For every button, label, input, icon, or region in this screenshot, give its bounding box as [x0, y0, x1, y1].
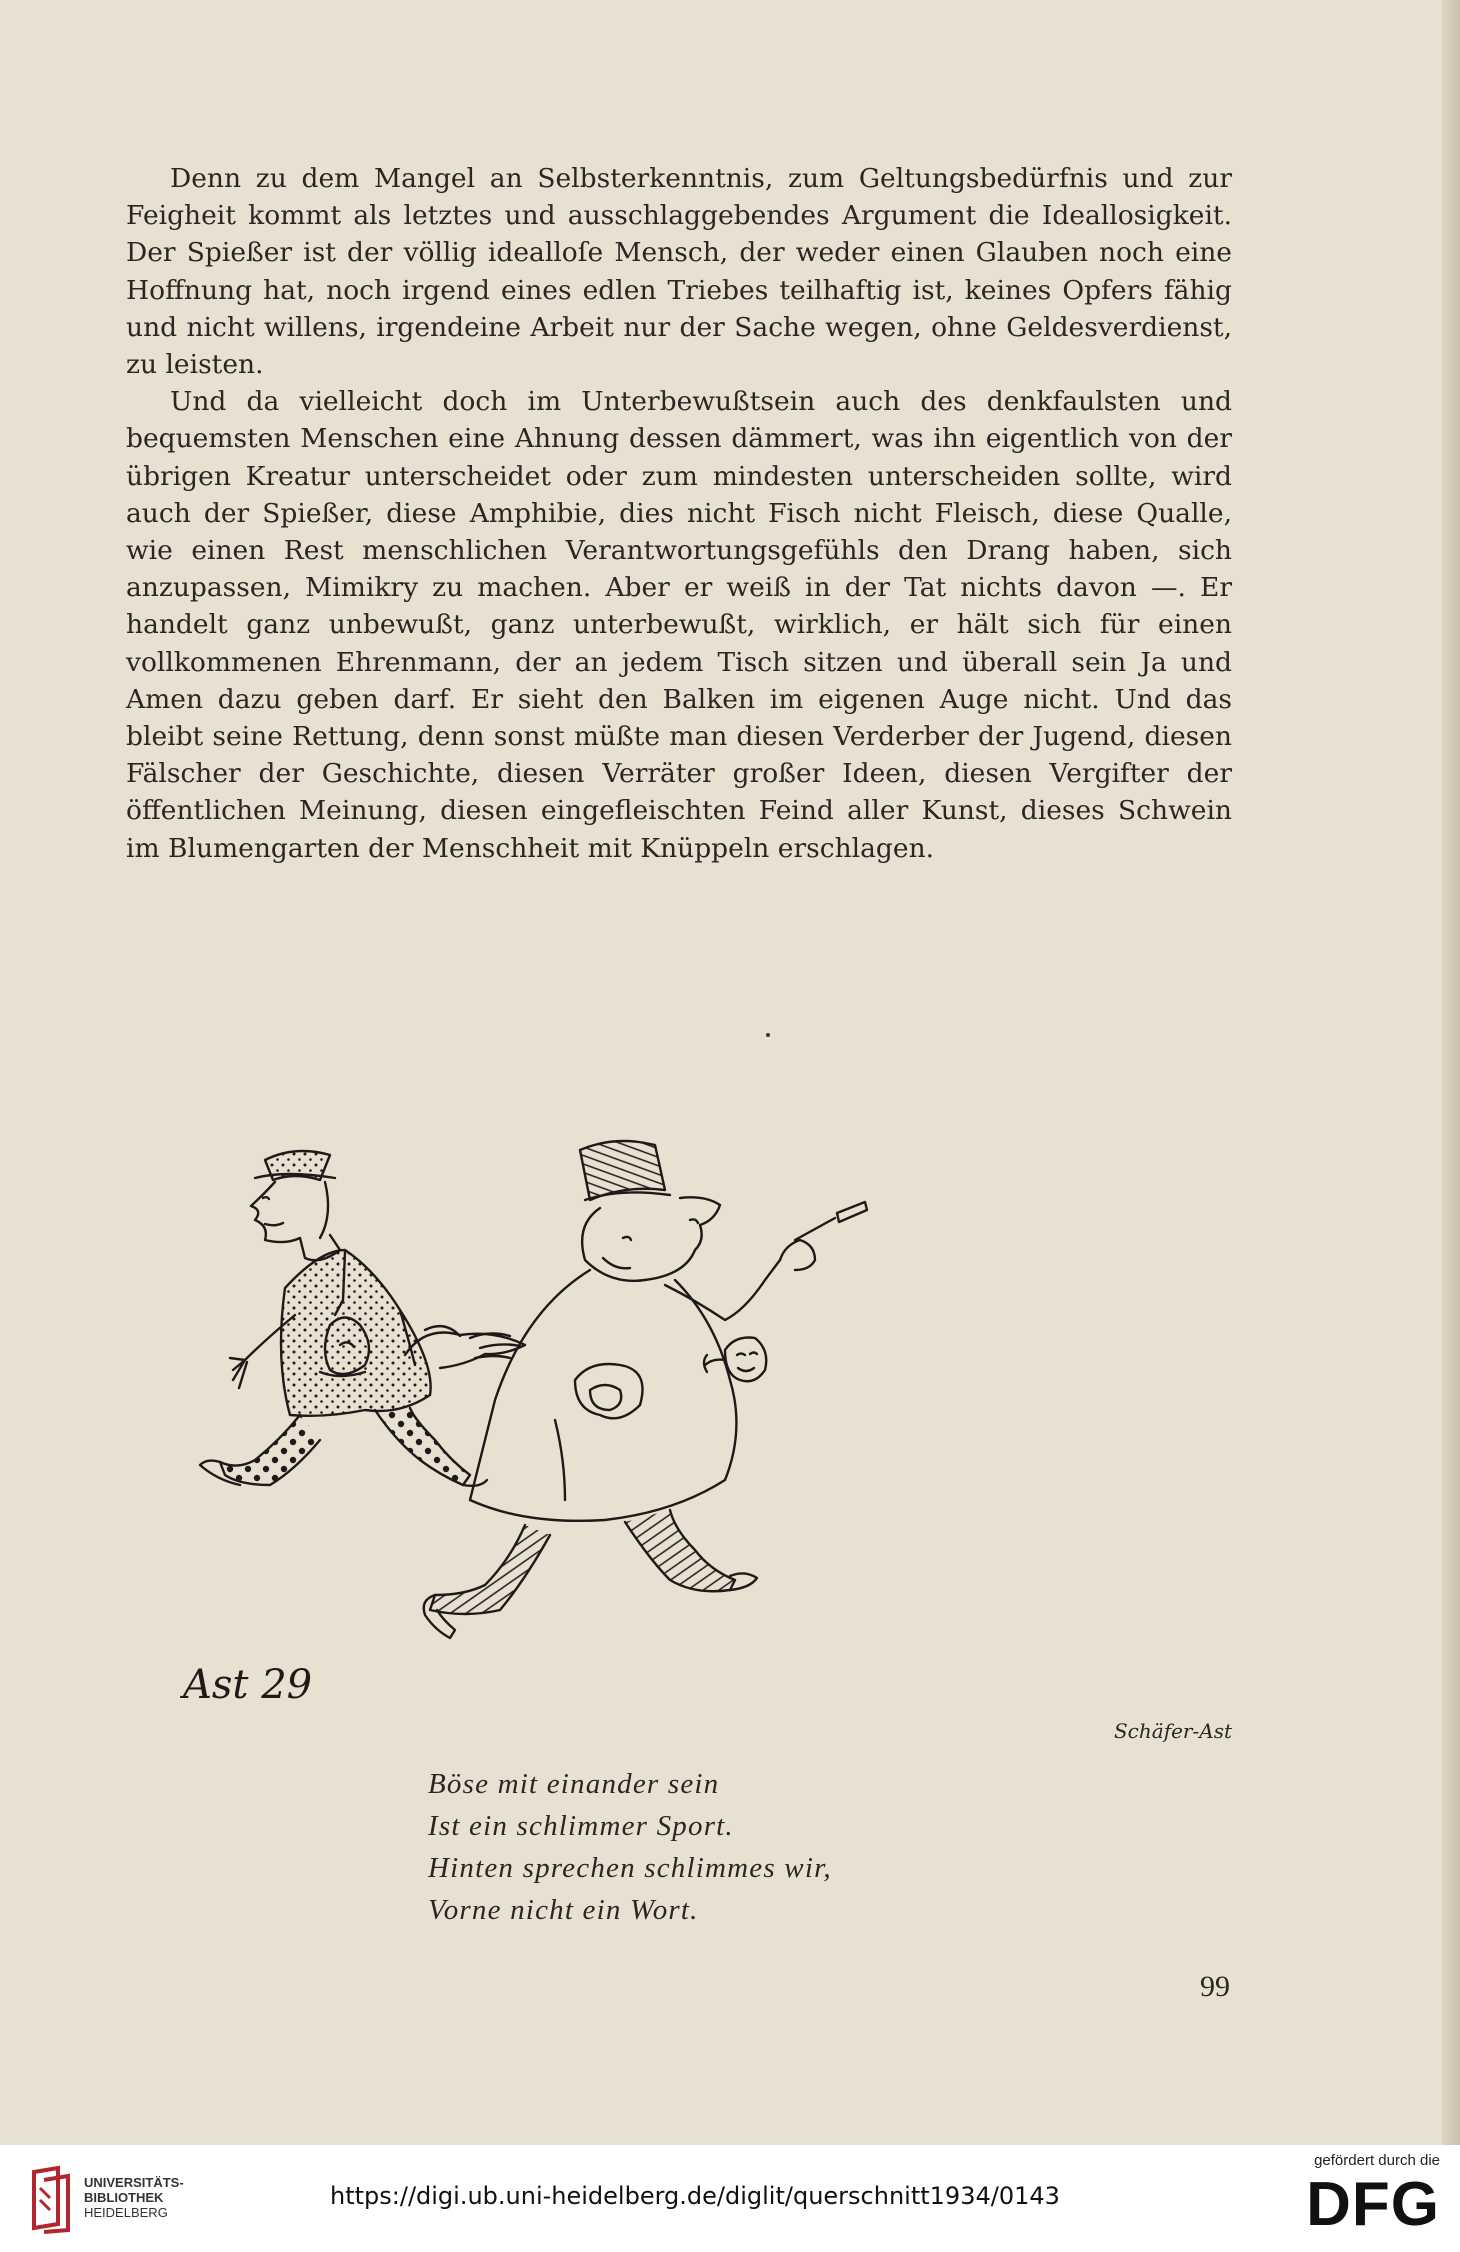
thin-man-figure [179, 1151, 525, 1708]
cartoon-illustration [183, 1140, 1100, 1720]
paragraph-2: Und da vielleicht doch im Unterbewußtsein auch des denkfaulsten und bequemsten Menschen eine Ahnung dessen dämmert, was ihn eigentlich von der übrigen Kreatur unterscheidet oder zum mindesten unterscheiden sollte, wird auch der Spießer, diese Amphibie, dies nicht Fisch nicht Fleisch, diese Qualle, wie einen Rest menschlichen Verantwortungsgefühls den Drang haben, sich anzupassen, Mimikry zu machen. Aber er weiß in der Tat nichts davon —. Er handelt ganz unbewußt, ganz unterbewußt, wirklich, er hält sich für einen vollkommenen Ehrenmann, der an jedem Tisch sitzen und überall sein Ja und Amen dazu geben darf. Er sieht den Balken im eigenen Auge nicht. Und das bleibt seine Rettung, denn sonst müßte man diesen Verderber der Jugend, diesen Fälscher der Geschichte, diesen Verräter großer Ideen, diesen Vergifter der öffentlichen Meinung, diesen eingefleischten Feind aller Kunst, dieses Schwein im Blumengarten der Menschheit mit Knüppeln erschlagen. [126, 386, 1232, 864]
verse-line-2: Ist ein schlimmer Sport. [428, 1810, 734, 1842]
fat-man-figure [424, 1141, 867, 1638]
paragraph-1: Denn zu dem Mangel an Selbsterkenntnis, zum Geltungsbedürfnis und zur Feigheit kommt als letztes und ausschlaggebendes Argument die Ideallosigkeit. Der Spießer ist der völlig idealloſe Mensch, der weder einen Glauben noch eine Hoffnung hat, noch irgend eines edlen Triebes teilhaftig ist, keines Opfers fähig und nicht willens, irgendeine Arbeit nur der Sache wegen, ohne Geldesverdienst, zu leisten. [126, 163, 1232, 381]
verse-line-3: Hinten sprechen schlimmes wir, [428, 1852, 832, 1884]
source-url-link[interactable]: https://digi.ub.uni-heidelberg.de/diglit/querschnitt1934/0143 [330, 2182, 1060, 2210]
library-logo-icon [30, 2166, 74, 2232]
illustration-credit: Schäfer-Ast [1113, 1719, 1232, 1743]
small-face-figure [704, 1338, 766, 1382]
page-number: 99 [1200, 1970, 1230, 2003]
verse [428, 1763, 832, 1931]
svg-text:Ast 29: Ast 29 [183, 1662, 313, 1708]
verse-line-4: Vorne nicht ein Wort. [428, 1894, 699, 1926]
verse-line-1: Böse mit einander sein [428, 1768, 720, 1800]
funding-label: gefördert durch die [1314, 2152, 1440, 2169]
library-name: UNIVERSITÄTS- BIBLIOTHEK HEIDELBERG [84, 2175, 184, 2220]
body-text [126, 160, 1232, 867]
dfg-logo: DFG [1306, 2170, 1440, 2239]
ink-dot [766, 1033, 770, 1037]
